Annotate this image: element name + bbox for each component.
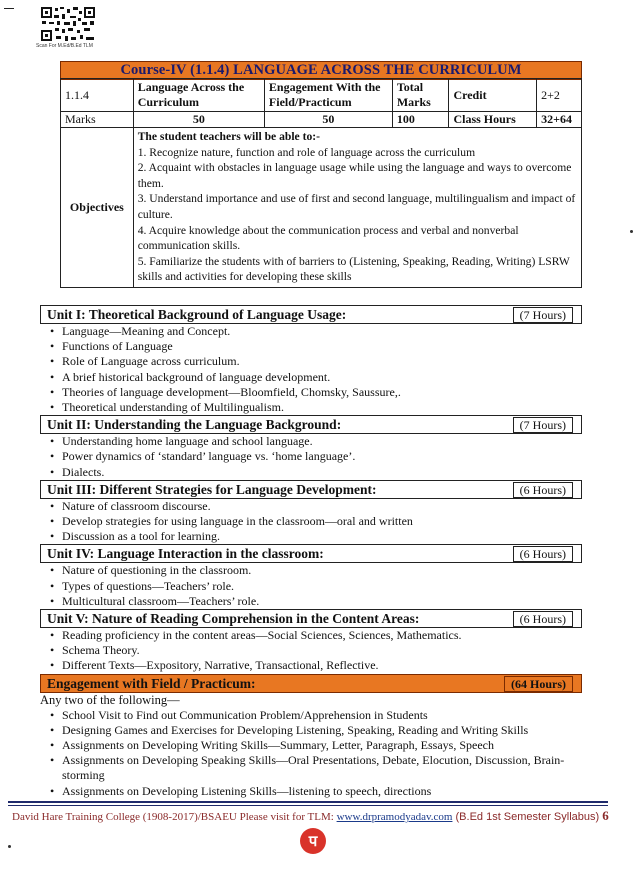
list-item: • Power dynamics of ‘standard’ language vs. ‘home language’. [62,449,582,464]
credit-value: 2+2 [537,79,582,112]
list-item: • Designing Games and Exercises for Developing Listening, Speaking, Reading and Writing Skills [62,723,582,738]
list-item: • Assignments on Developing Writing Skills—Summary, Letter, Paragraph, Essays, Speech [62,738,582,753]
unit-heading [40,480,582,499]
list-item: • Functions of Language [62,339,582,354]
list-item: • A brief historical background of language development. [62,370,582,385]
class-hours-label: Class Hours [449,112,537,128]
unit-title: Unit I: Theoretical Background of Language Usage: [47,307,347,322]
units-section [40,305,582,799]
unit-heading [40,544,582,563]
list-item: • Theories of language development—Bloomfield, Chomsky, Saussure,. [62,385,582,400]
engagement-heading [40,674,582,693]
list-item: • Theoretical understanding of Multilingualism. [62,400,582,415]
class-hours-value: 32+64 [537,112,582,128]
qr-code-icon [40,6,96,42]
col-language-title: Language Across the Curriculum [133,79,264,112]
list-item: • Nature of questioning in the classroom. [62,563,582,578]
list-item: • Assignments on Developing Speaking Skills—Oral Presentations, Debate, Elocution, Discussion, Brain-storming [62,753,582,783]
list-item: • Multicultural classroom—Teachers’ role. [62,594,582,609]
marks-engagement: 50 [264,112,392,128]
list-item: • Understanding home language and school language. [62,434,582,449]
page-number: 6 [602,808,609,823]
course-details-table [60,78,582,288]
list-item: • Nature of classroom discourse. [62,499,582,514]
unit-topics [40,499,582,545]
footer-divider [8,801,608,803]
objective-item: 1. Recognize nature, function and role of language across the curriculum [137,145,476,159]
course-code: 1.1.4 [61,79,134,112]
footer-divider [8,805,608,806]
list-item: • Dialects. [62,465,582,480]
list-item: • School Visit to Find out Communication Problem/Apprehension in Students [62,708,582,723]
engagement-hours: (64 Hours) [504,676,573,692]
engagement-title: Engagement with Field / Practicum: [47,675,256,691]
scan-speck [630,230,633,233]
col-engagement-title: Engagement With the Field/Practicum [264,79,392,112]
margin-mark [4,8,14,9]
footer-syllabus: (B.Ed 1st Semester Syllabus) [452,811,603,823]
unit-title: Unit II: Understanding the Language Background: [47,417,342,433]
footer-college: David Hare Training College (1908-2017)/BSAEU Please visit for TLM: [12,811,337,823]
list-item: • Different Texts—Expository, Narrative, Transactional, Reflective. [62,658,582,673]
marks-language: 50 [133,112,264,128]
list-item: • Develop strategies for using language in the classroom—oral and written [62,514,582,529]
footer-website-link[interactable]: www.drpramodyadav.com [336,811,453,823]
unit-heading [40,305,582,324]
course-title: Course-IV (1.1.4) LANGUAGE ACROSS THE CURRICULUM [60,61,582,80]
unit-hours: (7 Hours) [513,417,573,433]
objectives-list [133,128,581,288]
unit-hours: (7 Hours) [513,307,573,323]
list-item: • Schema Theory. [62,643,582,658]
list-item: • Language—Meaning and Concept. [62,324,582,339]
unit-topics [40,324,582,415]
list-item: • Discussion as a tool for learning. [62,529,582,544]
logo-icon: प [300,828,326,854]
page-footer [12,808,612,824]
scan-speck [8,845,11,848]
objectives-intro: The student teachers will be able to:- [137,130,320,143]
objective-item: 5. Familiarize the students with of barriers to (Listening, Speaking, Reading, Writing) LSRW skills and activities for developing these skills [137,254,570,284]
marks-total: 100 [392,112,449,128]
unit-heading [40,415,582,434]
credit-label: Credit [449,79,537,112]
objective-item: 4. Acquire knowledge about the communication process and verbal and nonverbal communication skills. [137,223,519,253]
list-item: • Types of questions—Teachers’ role. [62,579,582,594]
unit-title: Unit V: Nature of Reading Comprehension in the Content Areas: [47,611,420,627]
unit-title: Unit III: Different Strategies for Language Development: [47,481,377,497]
list-item: • Role of Language across curriculum. [62,354,582,369]
marks-label: Marks [61,112,134,128]
unit-hours: (6 Hours) [513,546,573,562]
objective-item: 2. Acquaint with obstacles in language usage while using the language and ways to overcome them. [137,161,572,190]
list-item: • Assignments on Developing Listening Skills—listening to speech, directions [62,784,582,799]
unit-hours: (6 Hours) [513,482,573,498]
objective-item: 3. Understand importance and use of first and second language, multilingualism and impact of culture. [137,192,576,221]
engagement-activities [40,708,582,799]
unit-title: Unit IV: Language Interaction in the classroom: [47,546,324,562]
unit-topics [40,628,582,674]
qr-caption: Scan For M.Ed/B.Ed TLM [36,43,93,49]
col-total-title: Total Marks [392,79,449,112]
objectives-label: Objectives [61,128,134,288]
list-item: • Reading proficiency in the content areas—Social Sciences, Sciences, Mathematics. [62,628,582,643]
unit-topics [40,563,582,609]
unit-topics [40,434,582,480]
unit-heading [40,609,582,628]
engagement-intro: Any two of the following— [40,692,180,707]
unit-hours: (6 Hours) [513,611,573,627]
